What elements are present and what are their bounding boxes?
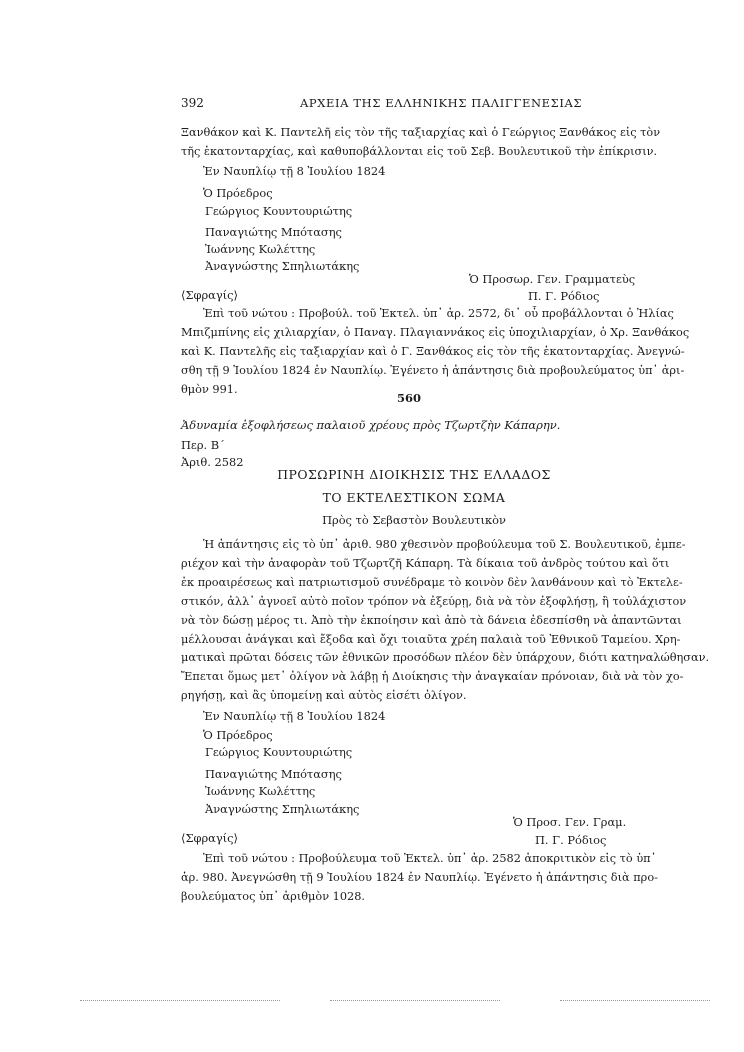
- doc560-signature: Παναγιώτης Μπότασης: [205, 767, 342, 781]
- body-heading: ΤΟ ΕΚΤΕΛΕΣΤΙΚΟΝ ΣΩΜΑ: [322, 490, 506, 505]
- text-line: Ἔπεται ὅμως μετ᾽ ὀλίγον νὰ λάβῃ ἡ Διοίκησις τὴν ἀναγκαίαν πρόνοιαν, διὰ νὰ τὸν χο-: [181, 670, 684, 684]
- text-line: καὶ Κ. Παντελῆς εἰς ταξιαρχίαν καὶ ὁ Γ. Ξανθάκος εἰς τὸν τῆς ἑκατονταρχίας. Ἀνεγνώ-: [181, 344, 685, 358]
- doc559-place-date: Ἐν Ναυπλίῳ τῇ 8 Ἰουλίου 1824: [203, 164, 386, 178]
- running-title: ΑΡΧΕΙΑ ΤΗΣ ΕΛΛΗΝΙΚΗΣ ΠΑΛΙΓΓΕΝΕΣΙΑΣ: [300, 96, 583, 110]
- doc559-signature: Παναγιώτης Μπότασης: [205, 225, 342, 239]
- text-line: σθη τῇ 9 Ἰουλίου 1824 ἐν Ναυπλίῳ. Ἐγένετο ἡ ἀπάντησις διὰ προβουλεύματος ὑπ᾽ ἀρι-: [181, 363, 685, 377]
- doc560-signature: Ἰωάννης Κωλέττης: [205, 784, 316, 798]
- scan-artifact-divider: [330, 1000, 500, 1002]
- document-title: Ἀδυναμία ἐξοφλήσεως παλαιοῦ χρέους πρὸς Τζωρτζὴν Κάπαρην.: [181, 418, 561, 432]
- text-line: στικόν, ἀλλ᾽ ἀγνοεῖ αὐτὸ ποῖον τρόπον νὰ ἐξεύρῃ, διὰ νὰ τὸν ἐξοφλήσῃ, ἢ τοὐλάχιστον: [181, 594, 687, 608]
- reference-number: Ἀριθ. 2582: [181, 455, 244, 469]
- text-line: Ἐπὶ τοῦ νώτου : Προβούλευμα τοῦ Ἐκτελ. ὑπ᾽ ἀρ. 2582 ἀποκριτικὸν εἰς τὸ ὑπ᾽: [203, 852, 657, 865]
- period-label: Περ. Β΄: [181, 438, 225, 452]
- text-line: τῆς ἑκατονταρχίας, καὶ καθυποβάλλονται εἰς τοῦ Σεβ. Βουλευτικοῦ τὴν ἐπίκρισιν.: [181, 144, 658, 158]
- scan-artifact-divider: [560, 1000, 710, 1002]
- doc559-secretary-title: Ὁ Προσωρ. Γεν. Γραμματεὺς: [469, 272, 636, 286]
- addressee: Πρὸς τὸ Σεβαστὸν Βουλευτικὸν: [322, 513, 506, 527]
- text-line: ματικαὶ πρῶται δόσεις τῶν ἐθνικῶν προσόδων πλέον δὲν ὑπάρχουν, διότι κατηναλώθησαν.: [181, 651, 710, 665]
- doc559-text: [181, 124, 661, 162]
- doc560-place-date: Ἐν Ναυπλίῳ τῇ 8 Ἰουλίου 1824: [203, 709, 386, 723]
- doc560-secretary-title: Ὁ Προσ. Γεν. Γραμ.: [513, 815, 627, 829]
- text-line: ρηγήσῃ, καὶ ἂς ὑπομείνῃ καὶ αὐτὸς εἰσέτι ὀλίγον.: [181, 689, 467, 703]
- document-number: 560: [397, 391, 422, 405]
- page-number: 392: [181, 96, 204, 110]
- text-line: θμὸν 991.: [181, 382, 238, 396]
- text-line: Ἐπὶ τοῦ νώτου : Προβούλ. τοῦ Ἐκτελ. ὑπ᾽ ἀρ. 2572, δι᾽ οὗ προβάλλονται ὁ Ἠλίας: [203, 307, 674, 320]
- doc559-signature: Ἰωάννης Κωλέττης: [205, 242, 316, 256]
- text-line: νὰ τὸν δώσῃ μέρος τι. Ἀπὸ τὴν ἐκποίησιν καὶ ἀπὸ τὰ δάνεια ἐδεσπίσθη νὰ ἀπαντῶνται: [181, 613, 682, 627]
- text-line: ἐκ προαιρέσεως καὶ πατριωτισμοῦ συνέδραμε τὸ κοινὸν δὲν λανθάνουν καὶ τὸ Ἐκτελε-: [181, 575, 683, 589]
- doc559-signature: Γεώργιος Κουντουριώτης: [205, 204, 353, 218]
- text-line: Ἡ ἀπάντησις εἰς τὸ ὑπ᾽ ἀριθ. 980 χθεσινὸν προβούλευμα τοῦ Σ. Βουλευτικοῦ, ἐμπε-: [203, 538, 686, 551]
- doc560-seal: ⟨Σφραγίς⟩: [181, 831, 238, 845]
- doc560-signature: Γεώργιος Κουντουριώτης: [205, 745, 353, 759]
- doc560-endorsement: [181, 850, 658, 907]
- doc560-signature-president-title: Ὁ Πρόεδρος: [203, 728, 273, 742]
- doc560-secretary-name: Π. Γ. Ρόδιος: [535, 833, 607, 847]
- doc559-seal: ⟨Σφραγίς⟩: [181, 288, 238, 302]
- scan-artifact-divider: [80, 1000, 280, 1002]
- text-line: ἀρ. 980. Ἀνεγνώσθη τῇ 9 Ἰουλίου 1824 ἐν Ναυπλίῳ. Ἐγένετο ἡ ἀπάντησις διὰ προ-: [181, 870, 658, 884]
- doc559-secretary-name: Π. Γ. Ρόδιος: [528, 289, 600, 303]
- text-line: μέλλουσαι ἀνάγκαι καὶ ἔξοδα καὶ ὄχι τοιαῦτα χρέη παλαιὰ τοῦ Ἐθνικοῦ Ταμείου. Χρη-: [181, 632, 681, 646]
- doc559-signature-president-title: Ὁ Πρόεδρος: [203, 186, 273, 200]
- text-line: ριέχον καὶ τὴν ἀναφορὰν τοῦ Τζωρτζῆ Κάπαρη. Τὰ δίκαια τοῦ ἀνδρὸς τούτου καὶ ὅτι: [181, 556, 670, 570]
- doc560-signature: Ἀναγνώστης Σπηλιωτάκης: [205, 802, 360, 816]
- text-line: Ξανθάκον καὶ Κ. Παντελῆ εἰς τὸν τῆς ταξιαρχίας καὶ ὁ Γεώργιος Ξανθάκος εἰς τὸν: [181, 126, 661, 139]
- text-line: βουλεύματος ὑπ᾽ ἀριθμὸν 1028.: [181, 889, 365, 903]
- issuer-heading: ΠΡΟΣΩΡΙΝΗ ΔΙΟΙΚΗΣΙΣ ΤΗΣ ΕΛΛΑΔΟΣ: [277, 467, 551, 482]
- doc560-body: [181, 536, 710, 706]
- doc559-endorsement: [181, 305, 690, 400]
- doc559-signature: Ἀναγνώστης Σπηλιωτάκης: [205, 259, 360, 273]
- text-line: Μπιζμπίνης εἰς χιλιαρχίαν, ὁ Παναγ. Πλαγιαννάκος εἰς ὑποχιλιαρχίαν, ὁ Χρ. Ξανθάκος: [181, 325, 690, 339]
